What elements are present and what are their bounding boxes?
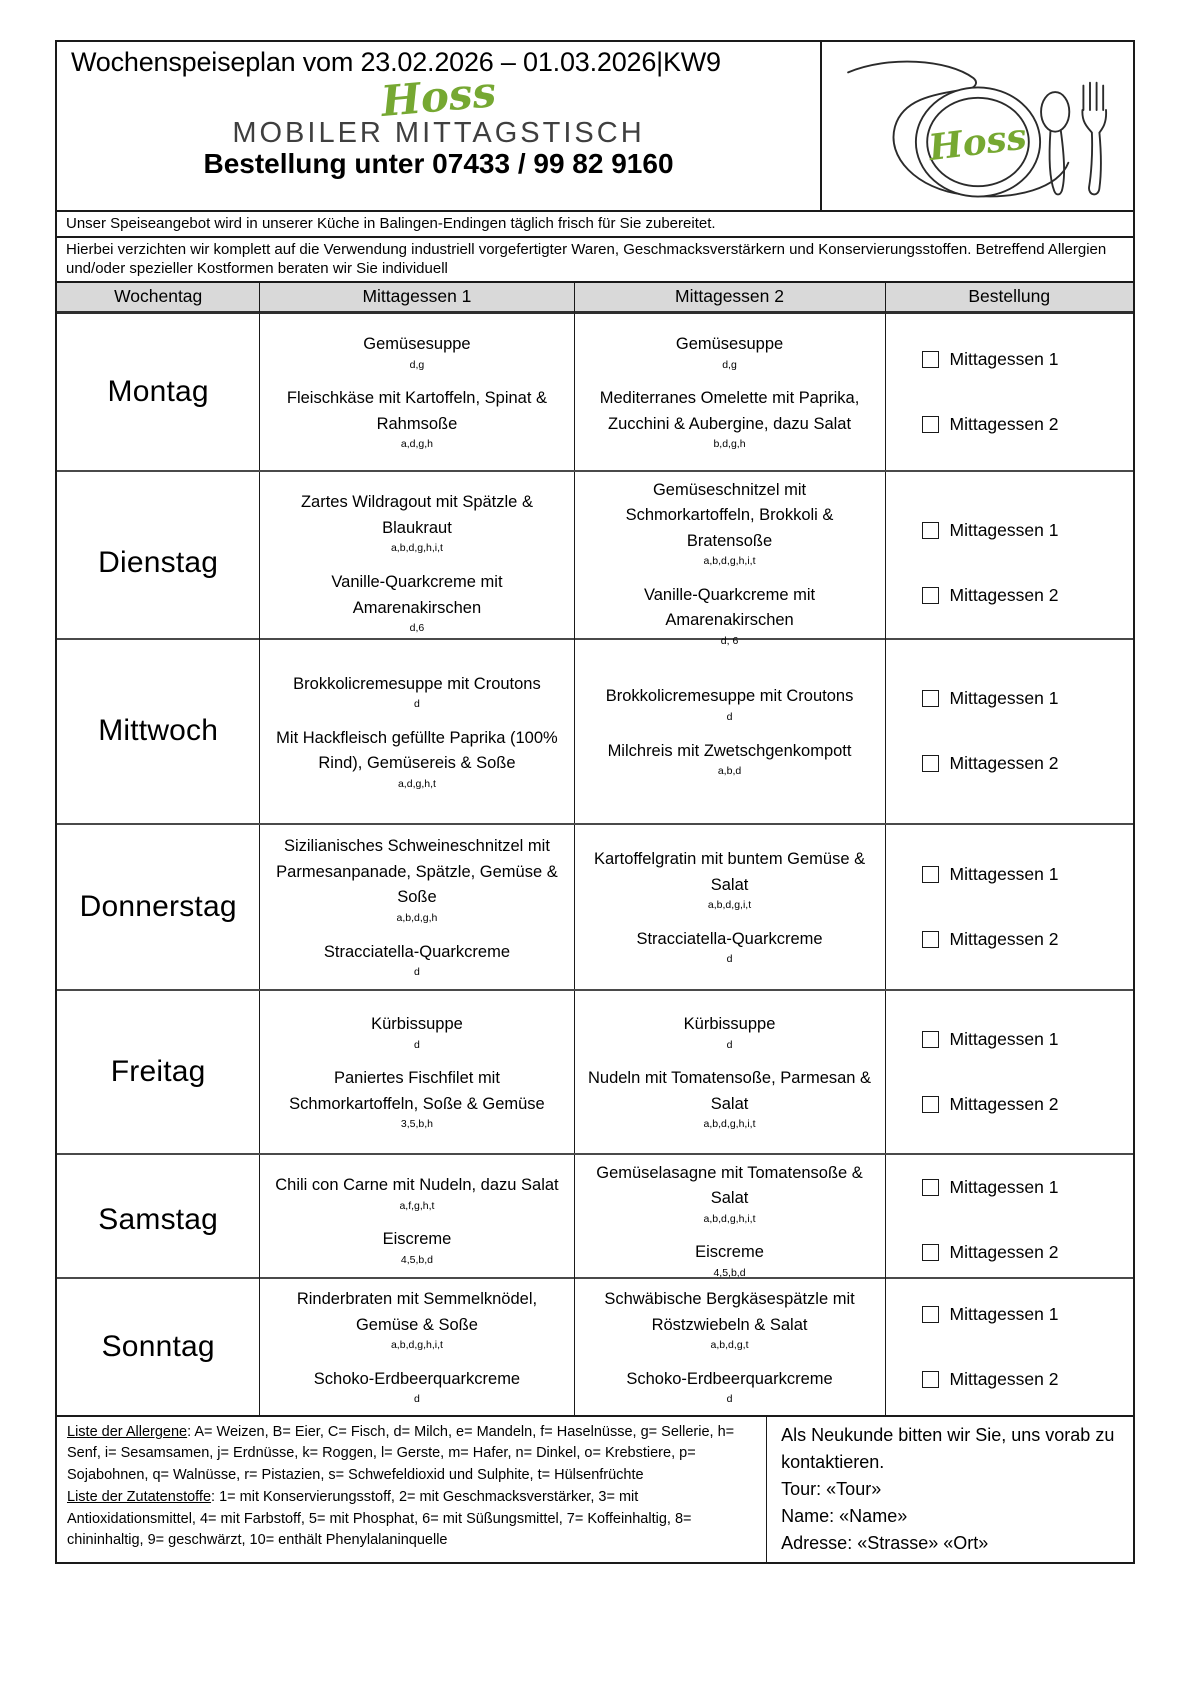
order-option-meal2[interactable] xyxy=(922,929,1134,950)
course xyxy=(324,940,510,979)
page-title: Wochenspeiseplan vom 23.02.2026 – 01.03.2026|KW9 xyxy=(71,47,721,77)
course xyxy=(587,386,873,451)
order-option-meal2[interactable] xyxy=(922,1094,1134,1115)
allergen-code: d xyxy=(414,1393,420,1406)
order-option-meal1[interactable] xyxy=(922,1177,1134,1198)
table-row xyxy=(57,1279,1133,1415)
order-cell xyxy=(886,991,1134,1153)
dish-name: Kürbissuppe xyxy=(683,1015,776,1034)
meal2-cell xyxy=(575,1279,886,1415)
order-phone-line: Bestellung unter 07433 / 99 82 9160 xyxy=(203,147,674,179)
order-option-meal2[interactable] xyxy=(922,414,1134,435)
day-label: Donnerstag xyxy=(57,825,260,989)
allergen-code: d xyxy=(414,698,420,711)
course xyxy=(606,684,854,723)
day-label: Sonntag xyxy=(57,1279,260,1415)
course xyxy=(371,1012,463,1051)
order-option-meal2[interactable] xyxy=(922,1369,1134,1390)
course xyxy=(272,834,561,924)
brand-name: MOBILER MITTAGSTISCH xyxy=(232,116,645,149)
checkbox-icon[interactable] xyxy=(922,931,939,948)
dish-name: Rinderbraten mit Semmelknödel, Gemüse & Soße xyxy=(296,1290,538,1334)
order-option-label: Mittagessen 2 xyxy=(949,1368,1059,1389)
course xyxy=(608,739,852,778)
allergen-code: a,d,g,h xyxy=(400,438,434,451)
header-text-block xyxy=(57,42,820,210)
checkbox-icon[interactable] xyxy=(922,351,939,368)
name-field: Name: «Name» xyxy=(781,1505,908,1526)
checkbox-icon[interactable] xyxy=(922,587,939,604)
allergen-code: d xyxy=(726,710,733,723)
meal1-cell xyxy=(260,472,574,654)
order-cell xyxy=(886,640,1134,823)
allergen-code: d xyxy=(414,1038,420,1051)
hoss-logo xyxy=(833,46,1123,206)
allergen-code: a,b,d,g,h,i,t xyxy=(390,542,443,555)
allergen-legend xyxy=(67,1422,756,1487)
table-row xyxy=(57,991,1133,1155)
day-label: Montag xyxy=(57,314,260,470)
allergen-code: 3,5,b,h xyxy=(400,1118,434,1131)
order-option-label: Mittagessen 2 xyxy=(949,928,1059,949)
dish-name: Fleischkäse mit Kartoffeln, Spinat & Rahmsoße xyxy=(286,389,548,433)
allergen-code: d,6 xyxy=(409,622,425,635)
allergen-legend-label: Liste der Allergene xyxy=(67,1423,188,1440)
course xyxy=(626,1367,832,1406)
course xyxy=(587,847,873,912)
allergen-code: d xyxy=(726,1393,733,1406)
allergen-code: a,f,g,h,t xyxy=(399,1199,435,1212)
day-label: Dienstag xyxy=(57,472,260,654)
order-option-meal2[interactable] xyxy=(922,1242,1134,1263)
info-line-2: Hierbei verzichten wir komplett auf die Verwendung industriell vorgefertigter Waren, Geschmacksverstärkern und Konservierungsstoffen. Betreffend Allergien und/oder spezieller Kostformen beraten wir Sie individuell xyxy=(55,236,1135,283)
order-option-meal1[interactable] xyxy=(922,520,1134,541)
allergen-code: a,b,d,g,h,i,t xyxy=(703,1118,756,1131)
allergen-code: d xyxy=(726,953,733,966)
dish-name: Schoko-Erdbeerquarkcreme xyxy=(626,1369,833,1388)
allergen-code: a,b,d xyxy=(717,765,742,778)
table-row xyxy=(57,314,1133,472)
dish-name: Nudeln mit Tomatensoße, Parmesan & Salat xyxy=(587,1069,872,1113)
dish-name: Gemüsesuppe xyxy=(675,335,784,354)
allergen-code: d,g xyxy=(722,358,737,371)
dish-name: Stracciatella-Quarkcreme xyxy=(323,942,511,961)
allergen-code: d xyxy=(414,966,420,979)
course xyxy=(272,1066,561,1131)
order-option-label: Mittagessen 1 xyxy=(949,1028,1059,1049)
dish-name: Kürbissuppe xyxy=(371,1015,463,1034)
checkbox-icon[interactable] xyxy=(922,755,939,772)
column-header-wochentag: Wochentag xyxy=(57,283,260,314)
logo-cell xyxy=(820,42,1133,210)
dish-name: Vanille-Quarkcreme mit Amarenakirschen xyxy=(643,585,816,630)
course xyxy=(676,332,783,371)
checkbox-icon[interactable] xyxy=(922,1031,939,1048)
order-option-label: Mittagessen 2 xyxy=(949,584,1059,605)
allergen-code: 4,5,b,d xyxy=(400,1254,433,1266)
dish-name: Gemüseschnitzel mit Schmorkartoffeln, Brokkoli & Bratensoße xyxy=(625,480,834,550)
fork-icon xyxy=(1082,83,1106,195)
meal2-cell xyxy=(575,640,886,823)
course xyxy=(363,332,470,371)
ingredient-legend-text: : 1= mit Konservierungsstoff, 2= mit Geschmacksverstärker, 3= mit Antioxidationsmittel, 4= mit Farbstoff, 5= mit Phosphat, 6= mit Süßungsmittel, 7= Koffeinhaltig, 8= chininhaltig, 9= geschwärzt, 10= enthält Phenylalaninquelle xyxy=(67,1488,692,1549)
course xyxy=(272,726,561,791)
meal-plan-sheet xyxy=(55,0,1135,1564)
meal1-cell xyxy=(260,991,574,1153)
order-option-meal1[interactable] xyxy=(922,864,1134,885)
order-cell xyxy=(886,1155,1134,1286)
dish-name: Gemüselasagne mit Tomatensoße & Salat xyxy=(596,1163,863,1208)
order-option-label: Mittagessen 1 xyxy=(949,1303,1059,1324)
column-header-mittagessen1: Mittagessen 1 xyxy=(260,283,574,314)
order-option-meal2[interactable] xyxy=(922,585,1134,606)
meal1-cell xyxy=(260,640,574,823)
checkbox-icon[interactable] xyxy=(922,522,939,539)
course xyxy=(272,570,561,635)
order-cell xyxy=(886,472,1134,654)
course xyxy=(695,1240,764,1279)
dish-name: Kartoffelgratin mit buntem Gemüse & Salat xyxy=(593,850,866,894)
meal1-cell xyxy=(260,825,574,989)
order-option-label: Mittagessen 2 xyxy=(949,753,1059,773)
table-row xyxy=(57,640,1133,825)
dish-name: Paniertes Fischfilet mit Schmorkartoffeln, Soße & Gemüse xyxy=(289,1069,545,1113)
table-row xyxy=(57,472,1133,647)
allergen-code: a,d,g,h,t xyxy=(397,777,436,790)
contact-block xyxy=(767,1417,1133,1562)
allergen-code: d, 6 xyxy=(720,634,739,647)
allergen-code: b,d,g,h xyxy=(713,438,746,451)
order-option-label: Mittagessen 1 xyxy=(949,1176,1059,1197)
column-header-mittagessen2: Mittagessen 2 xyxy=(575,283,886,314)
dish-name: Mit Hackfleisch gefüllte Paprika (100% Rind), Gemüsereis & Soße xyxy=(276,728,558,773)
course xyxy=(587,1287,873,1352)
order-option-meal1[interactable] xyxy=(922,349,1134,370)
day-label: Freitag xyxy=(57,991,260,1153)
order-cell xyxy=(886,314,1134,470)
meal2-cell xyxy=(575,314,886,470)
dish-name: Stracciatella-Quarkcreme xyxy=(636,929,823,948)
allergen-code: a,b,d,g,h,i,t xyxy=(703,1212,756,1225)
checkbox-icon[interactable] xyxy=(922,690,939,707)
order-option-label: Mittagessen 2 xyxy=(949,1241,1059,1262)
brand-script: Hoss xyxy=(379,66,498,126)
legend-block xyxy=(57,1417,767,1562)
dish-name: Zartes Wildragout mit Spätzle & Blaukraut xyxy=(300,493,533,537)
meal2-cell xyxy=(575,991,886,1153)
allergen-code: a,b,d,g,h xyxy=(396,911,438,924)
ingredient-legend-label: Liste der Zutatenstoffe xyxy=(67,1488,212,1505)
course xyxy=(272,1287,561,1352)
dish-name: Eiscreme xyxy=(695,1243,764,1262)
dish-name: Milchreis mit Zwetschgenkompott xyxy=(607,741,852,760)
course xyxy=(587,583,873,648)
table-header-row xyxy=(57,283,1133,314)
course xyxy=(587,478,873,568)
meal2-cell xyxy=(575,472,886,654)
dish-name: Mediterranes Omelette mit Paprika, Zucchini & Aubergine, dazu Salat xyxy=(599,389,860,433)
day-label: Mittwoch xyxy=(57,640,260,823)
dish-name: Vanille-Quarkcreme mit Amarenakirschen xyxy=(331,573,503,617)
table-row xyxy=(57,825,1133,991)
menu-table xyxy=(55,281,1135,1417)
order-option-label: Mittagessen 1 xyxy=(949,863,1059,884)
meal2-cell xyxy=(575,825,886,989)
order-option-label: Mittagessen 1 xyxy=(949,519,1059,540)
day-label: Samstag xyxy=(57,1155,260,1286)
checkbox-icon[interactable] xyxy=(922,1371,939,1388)
logo-script-text: Hoss xyxy=(926,115,1029,170)
table-row xyxy=(57,1155,1133,1279)
course xyxy=(314,1367,520,1406)
order-cell xyxy=(886,1279,1134,1415)
checkbox-icon[interactable] xyxy=(922,866,939,883)
menu-rows xyxy=(57,314,1133,1415)
allergen-code: a,b,d,g,t xyxy=(710,1339,749,1352)
course xyxy=(684,1012,776,1051)
meal1-cell xyxy=(260,314,574,470)
dish-name: Schwäbische Bergkäsespätzle mit Röstzwiebeln & Salat xyxy=(604,1290,855,1334)
meal1-cell xyxy=(260,1279,574,1415)
allergen-code: 4,5,b,d xyxy=(713,1266,746,1279)
dish-name: Chili con Carne mit Nudeln, dazu Salat xyxy=(275,1176,559,1195)
course xyxy=(275,1173,558,1212)
allergen-code: a,b,d,g,h,i,t xyxy=(703,555,756,568)
column-header-bestellung: Bestellung xyxy=(886,283,1134,314)
allergen-code: a,b,d,g,i,t xyxy=(707,899,752,912)
order-option-meal2[interactable] xyxy=(922,753,1134,774)
allergen-legend-text: : A= Weizen, B= Eier, C= Fisch, d= Milch, e= Mandeln, f= Haselnüsse, g= Sellerie, h= Senf, i= Sesamsamen, j= Erdnüsse, k= Roggen, l= Gerste, m= Hafer, n= Dinkel, o= Krebstiere, p= Sojabohnen, q= Walnüsse, r= Pistazien, s= Schwefeldioxid und Sulphite, t= Hülsenfrüchte xyxy=(67,1423,735,1483)
checkbox-icon[interactable] xyxy=(922,1179,939,1196)
order-option-meal1[interactable] xyxy=(922,688,1134,709)
allergen-code: d,g xyxy=(409,358,425,371)
order-option-meal1[interactable] xyxy=(922,1029,1134,1050)
meal1-cell xyxy=(260,1155,574,1286)
checkbox-icon[interactable] xyxy=(922,416,939,433)
order-option-meal1[interactable] xyxy=(922,1304,1134,1325)
dish-name: Eiscreme xyxy=(382,1230,452,1249)
order-option-label: Mittagessen 2 xyxy=(949,1093,1059,1114)
tour-field: Tour: «Tour» xyxy=(781,1478,882,1499)
order-cell xyxy=(886,825,1134,989)
meal2-cell xyxy=(575,1155,886,1286)
header xyxy=(55,40,1135,212)
dish-name: Brokkolicremesuppe mit Croutons xyxy=(605,687,854,706)
course xyxy=(383,1227,452,1266)
course xyxy=(293,672,541,711)
order-option-label: Mittagessen 1 xyxy=(949,348,1059,369)
dish-name: Schoko-Erdbeerquarkcreme xyxy=(313,1369,521,1388)
info-line-1: Unser Speiseangebot wird in unserer Küche in Balingen-Endingen täglich frisch für Sie zubereitet. xyxy=(55,210,1135,238)
footer xyxy=(55,1415,1135,1564)
address-field: Adresse: «Strasse» «Ort» xyxy=(781,1532,989,1553)
ingredient-legend xyxy=(67,1487,756,1552)
allergen-code: d xyxy=(726,1038,733,1051)
course xyxy=(272,490,561,555)
new-customer-note: Als Neukunde bitten wir Sie, uns vorab zu kontaktieren. xyxy=(781,1424,1115,1472)
course xyxy=(636,927,822,966)
allergen-code: a,b,d,g,h,i,t xyxy=(390,1339,443,1352)
course xyxy=(587,1066,873,1131)
dish-name: Sizilianisches Schweineschnitzel mit Parmesanpanade, Spätzle, Gemüse & Soße xyxy=(276,837,558,907)
checkbox-icon[interactable] xyxy=(922,1306,939,1323)
order-option-label: Mittagessen 2 xyxy=(949,413,1059,434)
order-option-label: Mittagessen 1 xyxy=(949,688,1059,708)
checkbox-icon[interactable] xyxy=(922,1244,939,1261)
dish-name: Brokkolicremesuppe mit Croutons xyxy=(293,674,541,693)
course xyxy=(272,386,561,451)
course xyxy=(587,1161,873,1226)
dish-name: Gemüsesuppe xyxy=(363,335,471,354)
checkbox-icon[interactable] xyxy=(922,1096,939,1113)
